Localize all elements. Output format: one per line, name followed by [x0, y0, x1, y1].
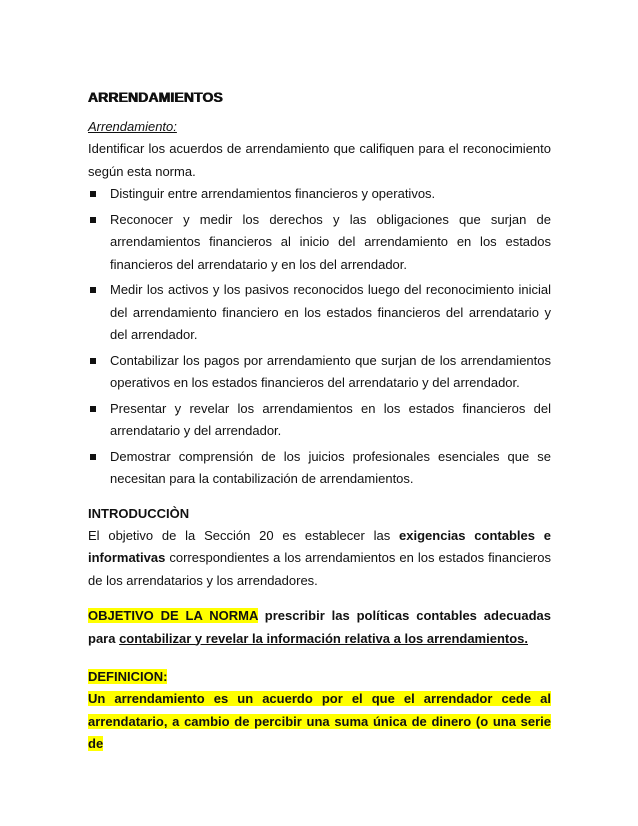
document-title: ARRENDAMIENTOS: [88, 89, 223, 105]
intro-paragraph: Identificar los acuerdos de arrendamiento que califiquen para el reconocimiento según esta norma.: [88, 141, 551, 179]
definicion-heading: DEFINICION:: [88, 669, 168, 684]
bullet-square-icon: [90, 217, 96, 223]
bullet-square-icon: [90, 358, 96, 364]
objetivo-paragraph: OBJETIVO DE LA NORMA prescribir las políticas contables adecuadas para contabilizar y revelar la información relativa a los arrendamientos.: [88, 608, 551, 646]
objectives-list: [88, 183, 551, 491]
bold-phrase: exigencias contables e informativas: [88, 527, 551, 565]
section-subtitle: Arrendamiento:: [88, 119, 177, 134]
list-item: Contabilizar los pagos por arrendamiento que surjan de los arrendamientos operativos en los estados financieros del arrendatario y del arrendador.: [88, 350, 551, 395]
document-page: [88, 88, 551, 756]
introduccion-paragraph: El objetivo de la Sección 20 es establecer las exigencias contables e informativas correspondientes a los arrendamientos en los estados financieros de los arrendatarios y los arrendadores.: [88, 527, 551, 588]
list-item: Demostrar comprensión de los juicios profesionales esenciales que se necesitan para la contabilización de arrendamientos.: [88, 446, 551, 491]
bullet-square-icon: [90, 406, 96, 412]
list-item: Reconocer y medir los derechos y las obligaciones que surjan de arrendamientos financieros al inicio del arrendamiento en los estados financieros del arrendatario y en los del arrendador.: [88, 209, 551, 277]
definicion-paragraph: Un arrendamiento es un acuerdo por el que el arrendador cede al arrendatario, a cambio de percibir una suma única de dinero (o una serie de: [88, 691, 551, 751]
introduccion-heading: INTRODUCCIÒN: [88, 505, 190, 521]
list-item: Presentar y revelar los arrendamientos en los estados financieros del arrendatario y del arrendador.: [88, 398, 551, 443]
objetivo-label: OBJETIVO DE LA NORMA: [88, 608, 258, 623]
bullet-square-icon: [90, 191, 96, 197]
bullet-square-icon: [90, 287, 96, 293]
objetivo-underlined: contabilizar y revelar la información relativa a los arrendamientos.: [119, 630, 529, 646]
list-item: Medir los activos y los pasivos reconocidos luego del reconocimiento inicial del arrendamiento financiero en los estados financieros del arrendatario y del arrendador.: [88, 279, 551, 347]
bullet-square-icon: [90, 454, 96, 460]
list-item: Distinguir entre arrendamientos financieros y operativos.: [88, 183, 551, 206]
